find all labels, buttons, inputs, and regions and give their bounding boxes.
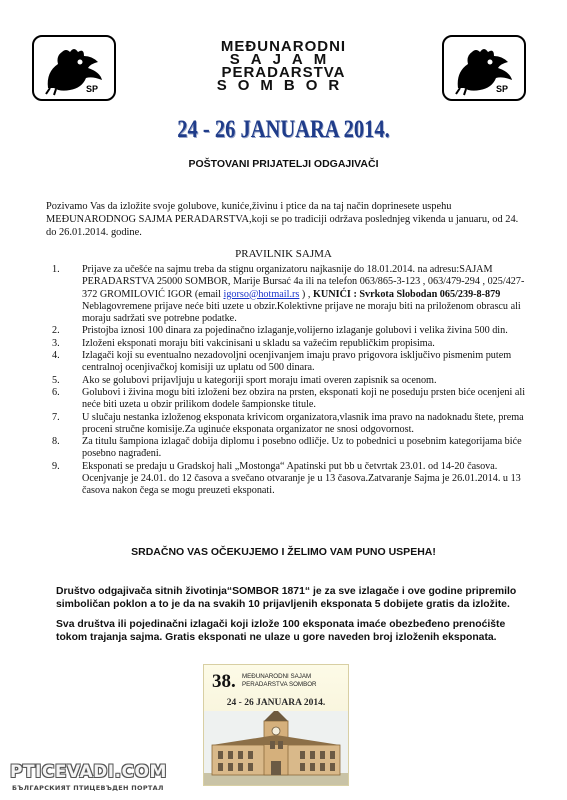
rule-number: 9. [52, 460, 60, 472]
rooster-logo-left-icon [32, 35, 116, 101]
rooster-icon [450, 42, 520, 96]
rooster-logo-right-icon [442, 35, 526, 101]
rabbits-contact: KUNIĆI : Svrkota Slobodan 065/239-8-879 [312, 288, 501, 300]
rule-text: Izlagači koji su eventualno nezadovoljni ocenjivanjem imaju pravo prigovora isključivo pismenim putem centralnoj ocenjivačkoj komisiji uz uplatu od 500 dinara. [82, 350, 512, 374]
poster-number: 38. [212, 671, 236, 692]
rule-number: 2. [52, 325, 60, 337]
city-hall-illustration [204, 711, 348, 785]
email-link[interactable]: igorso@hotmail.rs [223, 288, 300, 300]
rules-list [52, 264, 530, 498]
rule-number: 8. [52, 436, 60, 448]
fair-poster-image [203, 664, 349, 786]
rule-number: 4. [52, 350, 60, 362]
title-line-3: PERADARSTVA [221, 64, 346, 81]
rooster-icon [40, 42, 110, 96]
rule-item [52, 387, 530, 412]
site-watermark-subtitle: БЪЛГАРСКИЯТ ПТИЦЕВЪДЕН ПОРТАЛ [12, 784, 164, 792]
rules-heading: PRAVILNIK SAJMA [235, 248, 332, 260]
rule-item [52, 461, 530, 498]
rule-text: U slučaju nestanka izloženog eksponata krivicom organizatora,vlasnik ima pravo na nadoknadu štete, prema proceni stručne komisije.Za uginuće eksponata organizator ne snosi odgovornost. [82, 411, 524, 435]
site-watermark: PTICEVADI.COM [10, 762, 167, 782]
rule-number: 3. [52, 337, 60, 349]
rule-text: Ako se golubovi prijavljuju u kategoriji sport moraju imati overen zapisnik sa ocenom. [82, 374, 437, 386]
title-line-2: SAJAM [229, 51, 338, 68]
rule-item [52, 325, 530, 337]
rule-item [52, 412, 530, 437]
title-line-1: MEĐUNARODNI [220, 38, 347, 55]
lodging-paragraph: Sva društva ili pojedinačni izlagači koji izlože 100 eksponata imaće obezbeđeno prenoćište tokom trajanja sajma. Gratis eksponati ne ulaze u gore naveden broj izloženih eksponata. [56, 619, 506, 643]
rule-number: 5. [52, 374, 60, 386]
event-dates: 24 - 26 JANUARA 2014. [177, 116, 390, 143]
rule-text: Pristojba iznosi 100 dinara za pojedinačno izlaganje,volijerno izlaganje golubovi i velika živina 500 din. [82, 325, 508, 337]
rule-text-part: ) , [299, 288, 313, 300]
rule-text [82, 264, 530, 325]
poster-name: MEĐUNARODNI SAJAM PERADARSTVA SOMBOR [242, 673, 317, 688]
rule-text: Eksponati se predaju u Gradskoj hali „Mostonga“ Apatinski put bb u četvrtak 23.01. od 14-20 časova. Ocenjvanje je 24.01. do 12 časova a svečano otvaranje je u 13 časova.Zatvaranje Sajma je 26.01.2014. u 13 časova nakon čega se mogu preuzeti eksponati. [82, 460, 521, 497]
rule-item [52, 375, 530, 387]
intro-paragraph: Pozivamo Vas da izložite svoje golubove, kuniće,živinu i ptice da na taj način doprinesete uspehu MEĐUNARODNOG SAJMA PERADARSTVA,koji se po tradiciji održava poslednjeg vikenda u januaru, od 24. do 26.01.2014. godine. [46, 201, 519, 238]
rule-number: 6. [52, 386, 60, 398]
rule-text-part: Prijave za učešće na sajmu treba da stignu organizatoru najkasnije do 18.01.2014. na adresu:SAJAM PERADARSTVA 25000 SOMBOR, Marije Bursać 4a ili na telefon 063/865-3-123 , 063/479-294 , 025/427-372 GROMILOVIĆ IGOR (email [82, 264, 525, 300]
title-line-4: SOMBOR [216, 77, 351, 94]
fair-title [150, 40, 417, 92]
rule-item [52, 264, 530, 325]
greeting: POŠTOVANI PRIJATELJI ODGAJIVAČI [188, 158, 379, 170]
rule-item [52, 350, 530, 375]
svg-text:SP: SP [86, 84, 99, 94]
poster-dates: 24 - 26 JANUARA 2014. [226, 698, 326, 708]
closing-line: SRDAČNO VAS OČEKUJEMO I ŽELIMO VAM PUNO USPEHA! [131, 546, 436, 558]
rule-text: Golubovi i živina mogu biti izloženi bez obzira na prsten, eksponati koji ne poseduju prsten biće ocenjeni ali neće biti uzeta u obzir prilikom dodele šampionske titule. [82, 386, 526, 411]
rule-text: Za titulu šampiona izlagač dobija diplomu i posebno odličje. Uz to pobednici u posebnim kategorijama biće posebno nagrađeni. [82, 436, 522, 460]
rule-number: 1. [52, 264, 60, 275]
svg-text:SP: SP [496, 84, 509, 94]
rule-item [52, 338, 530, 350]
rule-text: Izloženi eksponati moraju biti vakcinisani u skladu sa važećim republičkim propisima. [82, 337, 435, 349]
gift-paragraph: Društvo odgajivača sitnih životinja“SOMBOR 1871“ je za sve izlagače i ove godine pripremilo simboličan poklon a to je da na svakih 10 prijavljenih eksponata 5 dobijete gratis da izložite. [56, 586, 517, 610]
rule-text-part: Neblagovremene prijave neće biti uzete u obzir.Kolektivne prijave ne moraju biti na priloženom obrascu ali moraju sadržati sve potrebne podatke. [82, 300, 521, 325]
rule-number: 7. [52, 411, 60, 423]
rule-item [52, 436, 530, 461]
